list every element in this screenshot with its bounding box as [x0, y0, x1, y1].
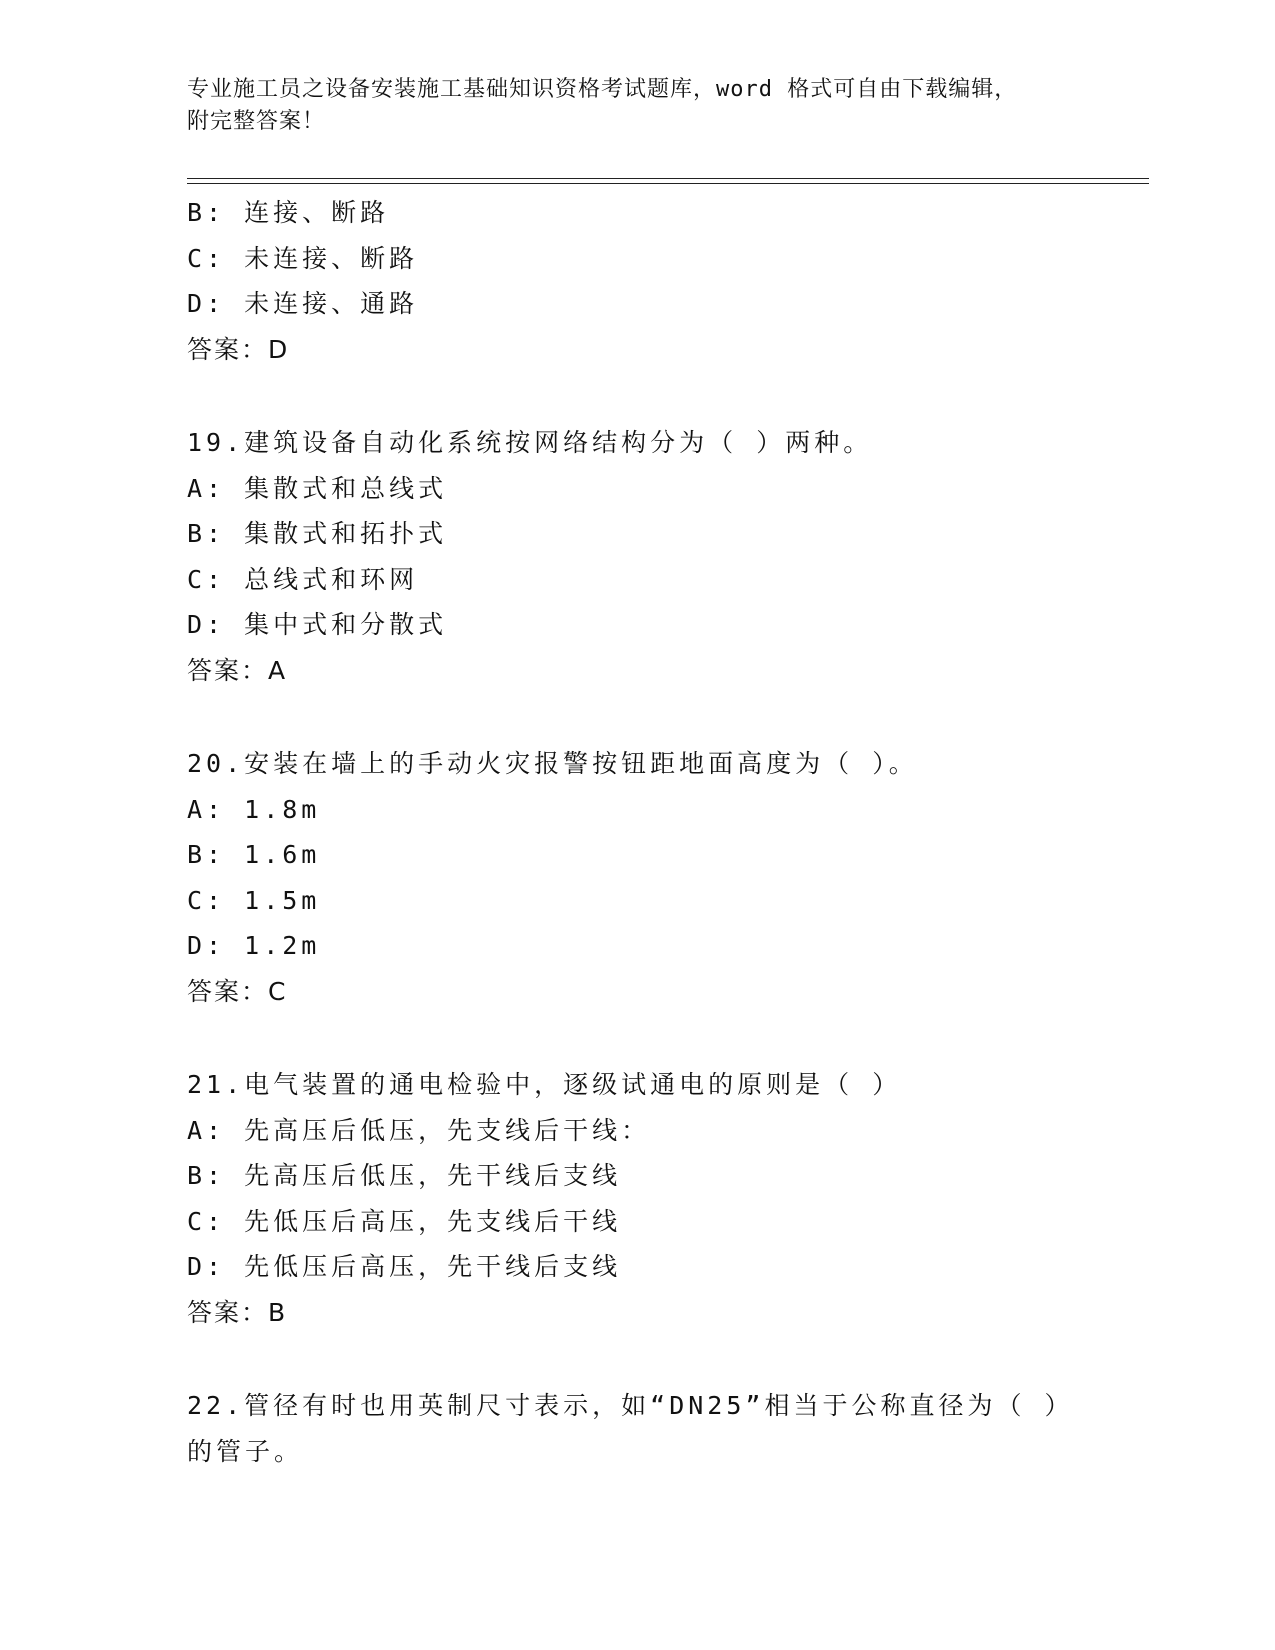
answer-line: 答案：A	[187, 655, 288, 685]
question-stem-line-1: 22.管径有时也用英制尺寸表示，如“DN25”相当于公称直径为（ ）	[187, 1391, 1074, 1420]
question-22	[187, 1383, 1147, 1474]
question-stem: 19.建筑设备自动化系统按网络结构分为（ ）两种。	[187, 428, 873, 457]
spacer	[187, 372, 1147, 420]
option-d: D: 集中式和分散式	[187, 610, 448, 639]
question-stem: 20.安装在墙上的手动火灾报警按钮距地面高度为（ ）。	[187, 749, 918, 778]
header-line-1: 专业施工员之设备安装施工基础知识资格考试题库，word 格式可自由下载编辑，	[187, 77, 1018, 102]
answer-line: 答案：C	[187, 976, 288, 1006]
option-d: D: 先低压后高压，先干线后支线	[187, 1252, 622, 1281]
question-19	[187, 420, 1147, 693]
question-20	[187, 741, 1147, 1014]
option-b: B: 先高压后低压，先干线后支线	[187, 1161, 622, 1190]
header-divider-bottom	[187, 183, 1149, 184]
option-a: A: 集散式和总线式	[187, 473, 448, 503]
option-d: D: 未连接、通路	[187, 289, 419, 318]
question-21	[187, 1062, 1147, 1335]
spacer	[187, 693, 1147, 741]
question-18-continued	[187, 190, 1147, 372]
answer-line: 答案：D	[187, 334, 290, 364]
question-stem-line-2: 的管子。	[187, 1436, 304, 1466]
document-header	[187, 74, 1087, 138]
question-stem: 21.电气装置的通电检验中，逐级试通电的原则是（ ）	[187, 1070, 902, 1099]
option-b: B: 1.6m	[187, 840, 321, 869]
option-a: A: 先高压后低压，先支线后干线：	[187, 1115, 651, 1145]
header-divider-top	[187, 178, 1149, 179]
option-a: A: 1.8m	[187, 794, 321, 824]
header-line-2: 附完整答案！	[187, 109, 326, 134]
option-c: C: 未连接、断路	[187, 243, 419, 273]
option-c: C: 1.5m	[187, 885, 321, 915]
option-b: B: 集散式和拓扑式	[187, 519, 448, 548]
spacer	[187, 1014, 1147, 1062]
option-c: C: 先低压后高压，先支线后干线	[187, 1206, 622, 1236]
option-c: C: 总线式和环网	[187, 564, 419, 594]
answer-line: 答案：B	[187, 1297, 288, 1327]
option-d: D: 1.2m	[187, 931, 321, 960]
spacer	[187, 1335, 1147, 1383]
option-b: B: 连接、断路	[187, 198, 390, 227]
question-list	[187, 190, 1147, 1474]
